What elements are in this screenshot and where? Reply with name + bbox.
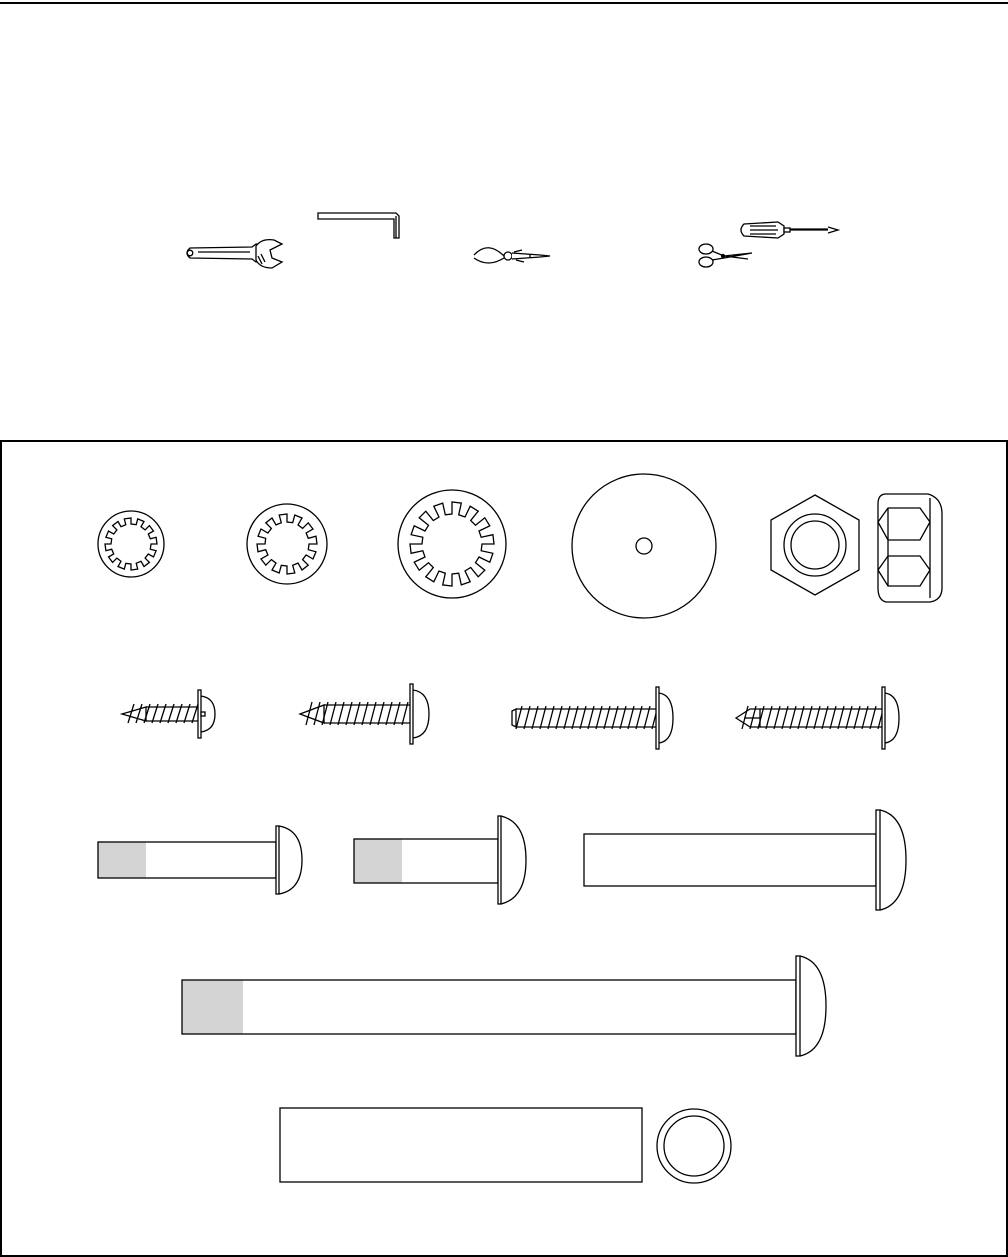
star-washer-small-icon [98, 511, 164, 577]
star-washer-medium-icon [247, 504, 327, 584]
spacer-end-view-icon [657, 1109, 731, 1183]
nylon-locknut-icon [878, 494, 942, 602]
bolt-short-icon [98, 826, 302, 894]
needlenose-pliers-icon [474, 248, 550, 263]
star-washer-large-icon [398, 490, 506, 598]
screw-a-icon [122, 690, 215, 738]
bolt-long-icon [584, 810, 906, 910]
screw-c-icon [512, 687, 673, 749]
phillips-screwdriver-icon [741, 222, 838, 238]
scissors-icon [699, 244, 752, 267]
tools-panel [0, 0, 1008, 440]
screw-b-icon [300, 684, 429, 744]
bolt-extra-long-icon [182, 956, 826, 1056]
bolt-stub-icon [354, 816, 526, 904]
hex-nut-icon [771, 495, 859, 595]
spacer-tube-icon [280, 1108, 642, 1182]
flat-washer-icon [572, 474, 716, 618]
self-drilling-screw-icon [736, 687, 899, 749]
adjustable-wrench-icon [187, 240, 282, 268]
parts-panel [0, 440, 1008, 1257]
hex-key-icon [318, 213, 399, 238]
